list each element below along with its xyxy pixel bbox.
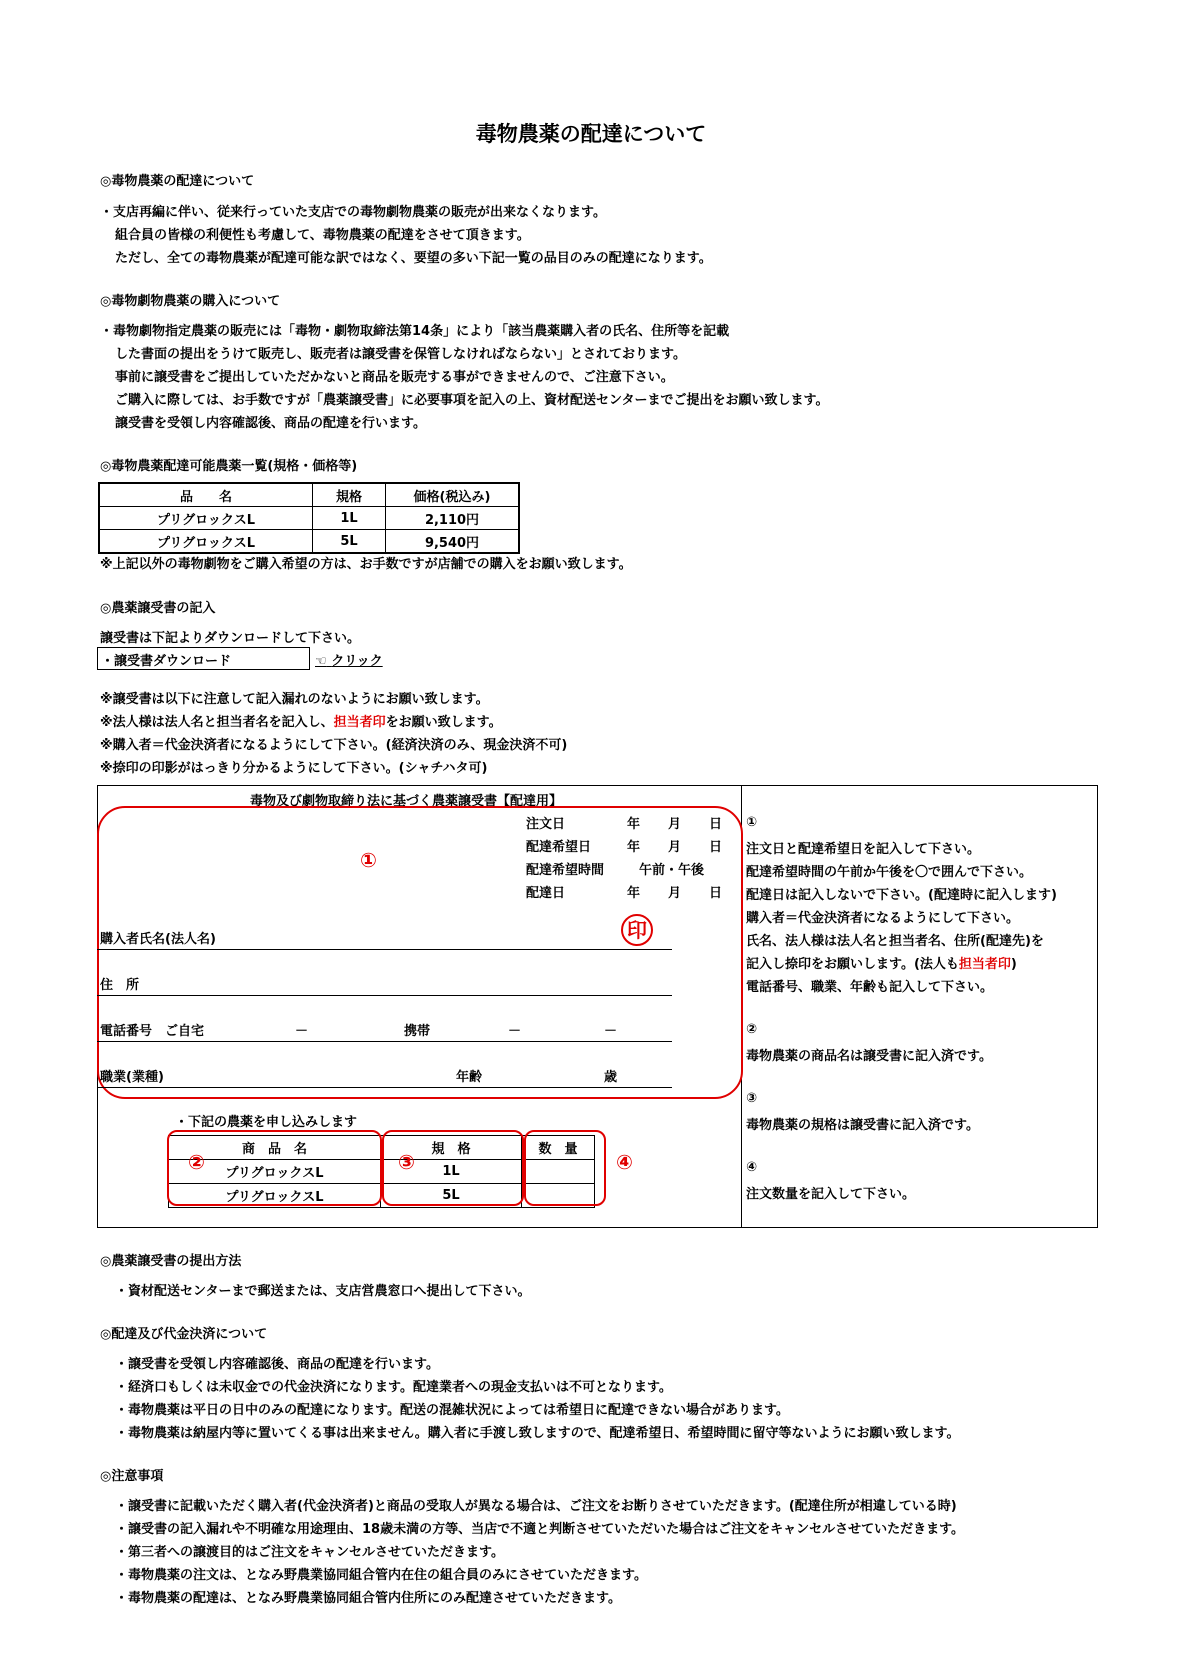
cell-price: 9,540円 xyxy=(386,530,520,554)
download-label: ・譲受書ダウンロード xyxy=(101,654,232,669)
side-note: 毒物農薬の商品名は譲受書に記入済です。 xyxy=(746,1049,992,1064)
click-label: クリック xyxy=(331,654,383,669)
side-note: 氏名、法人様は法人名と担当者名、住所(配達先)を xyxy=(746,934,1044,949)
form-title: 毒物及び劇物取締り法に基づく農薬譲受書【配達用】 xyxy=(250,794,563,809)
cell-size: 5L xyxy=(313,530,386,554)
table-note: ※上記以外の毒物劇物をご購入希望の方は、お手数ですが店舗での購入をお願い致します。 xyxy=(100,557,632,572)
year-unit: 年 xyxy=(627,817,641,832)
day-unit: 日 xyxy=(709,840,723,855)
section-heading-form: ◎農薬譲受書の記入 xyxy=(100,601,216,616)
seal-stamp-icon: 印 xyxy=(621,914,653,946)
name-underline xyxy=(97,949,672,950)
section-heading-submit: ◎農薬譲受書の提出方法 xyxy=(100,1254,242,1269)
side-marker-1: ① xyxy=(746,815,758,830)
year-unit: 年 xyxy=(627,840,641,855)
year-unit: 年 xyxy=(627,886,641,901)
desired-time-label: 配達希望時間 xyxy=(526,863,605,878)
side-marker-3: ③ xyxy=(746,1091,758,1106)
month-unit: 月 xyxy=(668,817,682,832)
table-row xyxy=(99,530,519,554)
apply-text: ・下記の農薬を申し込みします xyxy=(175,1115,358,1130)
desired-date-label: 配達希望日 xyxy=(526,840,592,855)
month-unit: 月 xyxy=(668,840,682,855)
order-date-label: 注文日 xyxy=(526,817,566,832)
order-cell-size: 5L xyxy=(381,1184,522,1208)
text-line: 組合員の皆様の利便性も考慮して、毒物農薬の配達をさせて頂きます。 xyxy=(115,228,530,243)
table-header-row xyxy=(99,483,519,507)
table-row xyxy=(99,507,519,530)
header-name: 品 名 xyxy=(99,483,313,507)
cell-name: プリグロックスL xyxy=(99,507,313,530)
order-cell-name: プリグロックスL xyxy=(169,1184,381,1208)
note-line xyxy=(100,711,502,730)
page-title: 毒物農薬の配達について xyxy=(475,122,707,146)
note-line: ※購入者＝代金決済者になるようにして下さい。(経済決済のみ、現金決済不可) xyxy=(100,738,568,753)
age-label: 年齢 xyxy=(456,1070,483,1085)
side-note: 注文日と配達希望日を記入して下さい。 xyxy=(746,842,981,857)
text-line: ・譲受書の記入漏れや不明確な用途理由、18歳未満の方等、当店で不適と判断させていただいた場合はご注文をキャンセルさせていただきます。 xyxy=(115,1522,965,1537)
side-note-text: ) xyxy=(1010,957,1017,972)
side-marker-2: ② xyxy=(746,1022,758,1037)
text-line: ・毒物農薬は納屋内等に置いてくる事は出来ません。購入者に手渡し致しますので、配達希望日、希望時間に留守等ないようにお願い致します。 xyxy=(115,1426,960,1441)
order-cell-name: プリグロックスL xyxy=(169,1160,381,1184)
download-link[interactable] xyxy=(315,650,383,669)
highlight-region-4 xyxy=(524,1130,606,1206)
order-cell-size: 1L xyxy=(381,1160,522,1184)
highlight-region-1 xyxy=(97,806,743,1099)
hand-pointer-icon: ☜ xyxy=(315,654,327,669)
order-header-qty: 数 量 xyxy=(522,1136,595,1160)
job-label: 職業(業種) xyxy=(100,1070,164,1085)
text-line: ・譲受書に記載いただく購入者(代金決済者)と商品の受取人が異なる場合は、ご注文をお断りさせていただきます。(配達住所が相違している時) xyxy=(115,1499,957,1514)
marker-4: ④ xyxy=(616,1150,633,1174)
text-line: ・資材配送センターまで郵送または、支店営農窓口へ提出して下さい。 xyxy=(115,1284,531,1299)
side-note-red: 担当者印 xyxy=(958,957,1011,972)
order-header-name: 商 品 名 xyxy=(169,1136,381,1160)
buyer-name-label: 購入者氏名(法人名) xyxy=(100,932,216,947)
mobile-label: 携帯 xyxy=(404,1024,431,1039)
section-heading-payment: ◎配達及び代金決済について xyxy=(100,1327,268,1342)
text-line: ・譲受書を受領し内容確認後、商品の配達を行います。 xyxy=(115,1357,439,1372)
text-line: ・毒物農薬の注文は、となみ野農業協同組合管内在住の組合員のみにさせていただきます。 xyxy=(115,1568,647,1583)
side-note: 配達日は記入しないで下さい。(配達時に記入します) xyxy=(746,888,1057,903)
side-note xyxy=(746,953,1017,972)
cell-price: 2,110円 xyxy=(386,507,520,530)
text-line: ただし、全ての毒物農薬が配達可能な訳ではなく、要望の多い下記一覧の品目のみの配達になります。 xyxy=(115,251,712,266)
text-line: ・毒物農薬は平日の日中のみの配達になります。配送の混雑状況によっては希望日に配達できない場合があります。 xyxy=(115,1403,789,1418)
age-unit: 歳 xyxy=(604,1070,618,1085)
section-heading-delivery: ◎毒物農薬の配達について xyxy=(100,174,255,189)
side-note: 毒物農薬の規格は譲受書に記入済です。 xyxy=(746,1118,979,1133)
text-line: ・毒物農薬の配達は、となみ野農業協同組合管内住所にのみ配達させていただきます。 xyxy=(115,1591,621,1606)
text-line: 事前に譲受書をご提出していただかないと商品を販売する事ができませんので、ご注意下さい。 xyxy=(115,370,674,385)
text-line: ご購入に際しては、お手数ですが「農薬譲受書」に必要事項を記入の上、資材配送センターまでご提出をお願い致します。 xyxy=(115,393,829,408)
section-heading-purchase: ◎毒物劇物農薬の購入について xyxy=(100,294,281,309)
text-line: ・経済口もしくは未収金での代金決済になります。配達業者への現金支払いは不可となります。 xyxy=(115,1380,672,1395)
side-note: 電話番号、職業、年齢も記入して下さい。 xyxy=(746,980,994,995)
note-text: ※法人様は法人名と担当者名を記入し、 xyxy=(100,715,334,730)
am-pm-choice: 午前・午後 xyxy=(639,863,705,878)
note-line: ※譲受書は以下に注意して記入漏れのないようにお願い致します。 xyxy=(100,692,489,707)
note-text: をお願い致します。 xyxy=(385,715,502,730)
dash: － xyxy=(508,1024,522,1039)
month-unit: 月 xyxy=(668,886,682,901)
address-underline xyxy=(97,995,672,996)
price-table xyxy=(98,482,520,554)
dash: － xyxy=(295,1024,309,1039)
marker-2: ② xyxy=(188,1150,205,1174)
note-line: ※捺印の印影がはっきり分かるようにして下さい。(シャチハタ可) xyxy=(100,761,488,776)
day-unit: 日 xyxy=(709,886,723,901)
job-underline xyxy=(97,1087,672,1088)
marker-3: ③ xyxy=(398,1150,415,1174)
order-header-size: 規 格 xyxy=(381,1136,522,1160)
day-unit: 日 xyxy=(709,817,723,832)
cell-name: プリグロックスL xyxy=(99,530,313,554)
section-heading-list: ◎毒物農薬配達可能農薬一覧(規格・価格等) xyxy=(100,459,358,474)
header-size: 規格 xyxy=(313,483,386,507)
text-line: 譲受書を受領し内容確認後、商品の配達を行います。 xyxy=(115,416,426,431)
phone-label: 電話番号 ご自宅 xyxy=(100,1024,205,1039)
cell-size: 1L xyxy=(313,507,386,530)
text-line: ・支店再編に伴い、従来行っていた支店での毒物劇物農薬の販売が出来なくなります。 xyxy=(100,205,606,220)
text-line: ・第三者への譲渡目的はご注文をキャンセルさせていただきます。 xyxy=(115,1545,504,1560)
text-line: した書面の提出をうけて販売し、販売者は譲受書を保管しなければならない」とされております。 xyxy=(115,347,686,362)
header-price: 価格(税込み) xyxy=(386,483,520,507)
side-note-text: 記入し捺印をお願いします。(法人も xyxy=(746,957,959,972)
phone-underline xyxy=(97,1041,672,1042)
text-line: ・毒物劇物指定農薬の販売には「毒物・劇物取締法第14条」により「該当農薬購入者の氏名、住所等を記載 xyxy=(100,324,730,339)
side-note: 購入者＝代金決済者になるようにして下さい。 xyxy=(746,911,1020,926)
marker-1: ① xyxy=(360,848,377,872)
dash: － xyxy=(604,1024,618,1039)
delivery-date-label: 配達日 xyxy=(526,886,566,901)
note-red-text: 担当者印 xyxy=(333,715,386,730)
download-intro: 譲受書は下記よりダウンロードして下さい。 xyxy=(100,631,361,646)
download-box xyxy=(97,647,310,670)
side-marker-4: ④ xyxy=(746,1160,758,1175)
side-note: 配達希望時間の午前か午後を〇で囲んで下さい。 xyxy=(746,865,1033,880)
section-heading-cautions: ◎注意事項 xyxy=(100,1469,164,1484)
side-note: 注文数量を記入して下さい。 xyxy=(746,1187,916,1202)
address-label: 住 所 xyxy=(100,978,140,993)
